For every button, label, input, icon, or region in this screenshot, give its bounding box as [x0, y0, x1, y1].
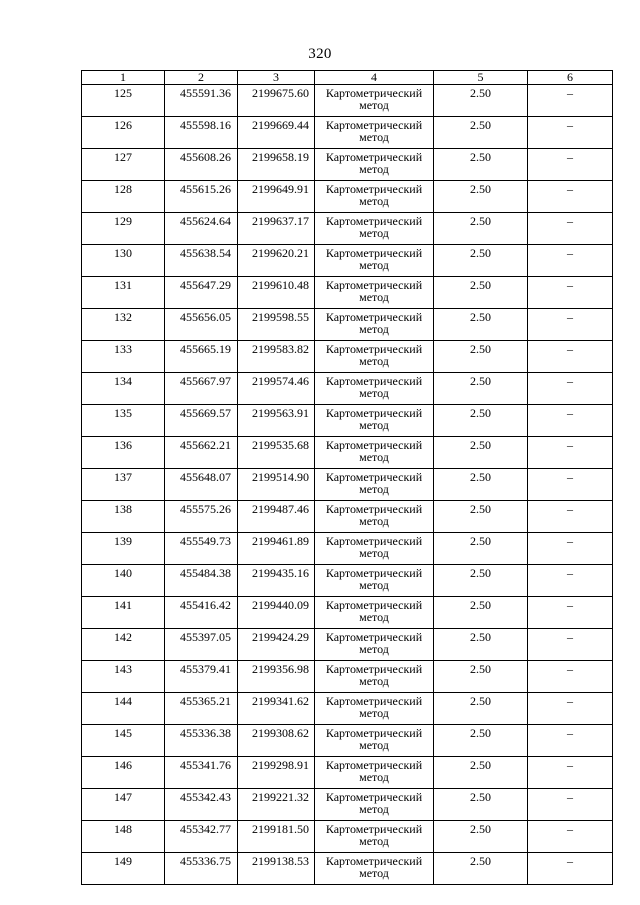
x-coordinate-cell: 455341.76	[165, 757, 238, 789]
y-coordinate-cell: 2199583.82	[238, 341, 315, 373]
method-cell	[315, 533, 434, 565]
x-coordinate-cell: 455336.75	[165, 853, 238, 885]
point-number-cell: 149	[82, 853, 165, 885]
method-line-1: Картометрический	[325, 790, 423, 804]
table-row	[82, 629, 613, 661]
x-coordinate-cell: 455342.77	[165, 821, 238, 853]
header-row	[82, 71, 613, 85]
accuracy-cell: 2.50	[434, 565, 528, 597]
table-row	[82, 405, 613, 437]
description-cell: –	[528, 85, 613, 117]
method-cell	[315, 117, 434, 149]
y-coordinate-cell: 2199138.53	[238, 853, 315, 885]
method-cell	[315, 661, 434, 693]
y-coordinate-cell: 2199461.89	[238, 533, 315, 565]
accuracy-cell: 2.50	[434, 405, 528, 437]
accuracy-cell: 2.50	[434, 149, 528, 181]
table-row	[82, 181, 613, 213]
table-row	[82, 85, 613, 117]
point-number-cell: 148	[82, 821, 165, 853]
x-coordinate-cell: 455397.05	[165, 629, 238, 661]
x-coordinate-cell: 455365.21	[165, 693, 238, 725]
description-cell: –	[528, 373, 613, 405]
accuracy-cell: 2.50	[434, 309, 528, 341]
point-number-cell: 137	[82, 469, 165, 501]
description-cell: –	[528, 117, 613, 149]
point-number-cell: 135	[82, 405, 165, 437]
table-row	[82, 245, 613, 277]
x-coordinate-cell: 455624.64	[165, 213, 238, 245]
description-cell: –	[528, 469, 613, 501]
table-row	[82, 149, 613, 181]
table-row	[82, 437, 613, 469]
x-coordinate-cell: 455665.19	[165, 341, 238, 373]
table-row	[82, 469, 613, 501]
column-header-6: 6	[528, 71, 613, 85]
point-number-cell: 147	[82, 789, 165, 821]
method-cell	[315, 725, 434, 757]
accuracy-cell: 2.50	[434, 629, 528, 661]
x-coordinate-cell: 455615.26	[165, 181, 238, 213]
method-cell	[315, 85, 434, 117]
accuracy-cell: 2.50	[434, 789, 528, 821]
method-line-2: метод	[359, 770, 389, 784]
method-cell	[315, 501, 434, 533]
method-line-2: метод	[359, 642, 389, 656]
table-row	[82, 757, 613, 789]
description-cell: –	[528, 341, 613, 373]
x-coordinate-cell: 455662.21	[165, 437, 238, 469]
point-number-cell: 140	[82, 565, 165, 597]
y-coordinate-cell: 2199598.55	[238, 309, 315, 341]
method-line-1: Картометрический	[325, 278, 423, 292]
y-coordinate-cell: 2199435.16	[238, 565, 315, 597]
method-line-2: метод	[359, 546, 389, 560]
method-line-2: метод	[359, 226, 389, 240]
x-coordinate-cell: 455379.41	[165, 661, 238, 693]
table-row	[82, 725, 613, 757]
method-line-2: метод	[359, 514, 389, 528]
method-cell	[315, 213, 434, 245]
point-number-cell: 134	[82, 373, 165, 405]
description-cell: –	[528, 757, 613, 789]
accuracy-cell: 2.50	[434, 245, 528, 277]
method-line-2: метод	[359, 98, 389, 112]
table-row	[82, 565, 613, 597]
y-coordinate-cell: 2199514.90	[238, 469, 315, 501]
x-coordinate-cell: 455336.38	[165, 725, 238, 757]
column-header-5: 5	[434, 71, 528, 85]
accuracy-cell: 2.50	[434, 853, 528, 885]
y-coordinate-cell: 2199341.62	[238, 693, 315, 725]
method-cell	[315, 789, 434, 821]
description-cell: –	[528, 597, 613, 629]
accuracy-cell: 2.50	[434, 181, 528, 213]
point-number-cell: 138	[82, 501, 165, 533]
x-coordinate-cell: 455667.97	[165, 373, 238, 405]
method-line-1: Картометрический	[325, 342, 423, 356]
point-number-cell: 129	[82, 213, 165, 245]
column-header-1: 1	[82, 71, 165, 85]
point-number-cell: 127	[82, 149, 165, 181]
accuracy-cell: 2.50	[434, 661, 528, 693]
accuracy-cell: 2.50	[434, 373, 528, 405]
method-line-2: метод	[359, 482, 389, 496]
table-row	[82, 597, 613, 629]
table-row	[82, 501, 613, 533]
description-cell: –	[528, 245, 613, 277]
x-coordinate-cell: 455342.43	[165, 789, 238, 821]
point-number-cell: 146	[82, 757, 165, 789]
y-coordinate-cell: 2199610.48	[238, 277, 315, 309]
y-coordinate-cell: 2199658.19	[238, 149, 315, 181]
method-cell	[315, 821, 434, 853]
method-cell	[315, 853, 434, 885]
method-line-1: Картометрический	[325, 214, 423, 228]
point-number-cell: 126	[82, 117, 165, 149]
description-cell: –	[528, 277, 613, 309]
table-body	[82, 85, 613, 885]
method-line-2: метод	[359, 834, 389, 848]
page-number: 320	[308, 46, 332, 62]
x-coordinate-cell: 455608.26	[165, 149, 238, 181]
method-cell	[315, 341, 434, 373]
point-number-cell: 132	[82, 309, 165, 341]
method-cell	[315, 757, 434, 789]
table-row	[82, 693, 613, 725]
accuracy-cell: 2.50	[434, 597, 528, 629]
y-coordinate-cell: 2199308.62	[238, 725, 315, 757]
table-row	[82, 277, 613, 309]
method-line-1: Картометрический	[325, 534, 423, 548]
method-line-2: метод	[359, 738, 389, 752]
table-row	[82, 117, 613, 149]
method-cell	[315, 245, 434, 277]
method-line-2: метод	[359, 706, 389, 720]
method-line-2: метод	[359, 674, 389, 688]
accuracy-cell: 2.50	[434, 501, 528, 533]
y-coordinate-cell: 2199181.50	[238, 821, 315, 853]
method-line-2: метод	[359, 354, 389, 368]
y-coordinate-cell: 2199356.98	[238, 661, 315, 693]
table-row	[82, 341, 613, 373]
method-cell	[315, 181, 434, 213]
method-cell	[315, 309, 434, 341]
method-line-1: Картометрический	[325, 726, 423, 740]
description-cell: –	[528, 181, 613, 213]
y-coordinate-cell: 2199675.60	[238, 85, 315, 117]
y-coordinate-cell: 2199620.21	[238, 245, 315, 277]
point-number-cell: 142	[82, 629, 165, 661]
method-line-2: метод	[359, 578, 389, 592]
method-cell	[315, 565, 434, 597]
coordinates-table	[81, 70, 613, 885]
method-cell	[315, 629, 434, 661]
column-header-4: 4	[315, 71, 434, 85]
method-cell	[315, 693, 434, 725]
method-line-2: метод	[359, 290, 389, 304]
point-number-cell: 139	[82, 533, 165, 565]
table-row	[82, 661, 613, 693]
table-row	[82, 213, 613, 245]
column-header-2: 2	[165, 71, 238, 85]
accuracy-cell: 2.50	[434, 725, 528, 757]
method-line-1: Картометрический	[325, 662, 423, 676]
y-coordinate-cell: 2199535.68	[238, 437, 315, 469]
accuracy-cell: 2.50	[434, 341, 528, 373]
x-coordinate-cell: 455575.26	[165, 501, 238, 533]
accuracy-cell: 2.50	[434, 437, 528, 469]
x-coordinate-cell: 455484.38	[165, 565, 238, 597]
point-number-cell: 125	[82, 85, 165, 117]
accuracy-cell: 2.50	[434, 821, 528, 853]
description-cell: –	[528, 309, 613, 341]
table-row	[82, 373, 613, 405]
method-line-1: Картометрический	[325, 822, 423, 836]
description-cell: –	[528, 693, 613, 725]
method-line-2: метод	[359, 258, 389, 272]
x-coordinate-cell: 455656.05	[165, 309, 238, 341]
accuracy-cell: 2.50	[434, 117, 528, 149]
x-coordinate-cell: 455416.42	[165, 597, 238, 629]
method-line-1: Картометрический	[325, 854, 423, 868]
method-line-1: Картометрический	[325, 758, 423, 772]
method-line-2: метод	[359, 450, 389, 464]
method-cell	[315, 437, 434, 469]
method-line-1: Картометрический	[325, 246, 423, 260]
x-coordinate-cell: 455591.36	[165, 85, 238, 117]
x-coordinate-cell: 455549.73	[165, 533, 238, 565]
description-cell: –	[528, 661, 613, 693]
column-header-3: 3	[238, 71, 315, 85]
table-header	[82, 71, 613, 85]
point-number-cell: 143	[82, 661, 165, 693]
method-line-1: Картометрический	[325, 694, 423, 708]
description-cell: –	[528, 853, 613, 885]
method-line-1: Картометрический	[325, 406, 423, 420]
y-coordinate-cell: 2199487.46	[238, 501, 315, 533]
accuracy-cell: 2.50	[434, 469, 528, 501]
y-coordinate-cell: 2199440.09	[238, 597, 315, 629]
point-number-cell: 133	[82, 341, 165, 373]
description-cell: –	[528, 437, 613, 469]
table-row	[82, 789, 613, 821]
method-line-1: Картометрический	[325, 566, 423, 580]
accuracy-cell: 2.50	[434, 757, 528, 789]
description-cell: –	[528, 725, 613, 757]
description-cell: –	[528, 565, 613, 597]
accuracy-cell: 2.50	[434, 213, 528, 245]
description-cell: –	[528, 533, 613, 565]
accuracy-cell: 2.50	[434, 693, 528, 725]
method-cell	[315, 405, 434, 437]
method-line-2: метод	[359, 386, 389, 400]
y-coordinate-cell: 2199424.29	[238, 629, 315, 661]
description-cell: –	[528, 213, 613, 245]
method-cell	[315, 277, 434, 309]
method-line-2: метод	[359, 866, 389, 880]
table-row	[82, 309, 613, 341]
table-row	[82, 533, 613, 565]
table-row	[82, 853, 613, 885]
point-number-cell: 144	[82, 693, 165, 725]
y-coordinate-cell: 2199563.91	[238, 405, 315, 437]
y-coordinate-cell: 2199298.91	[238, 757, 315, 789]
point-number-cell: 128	[82, 181, 165, 213]
description-cell: –	[528, 405, 613, 437]
point-number-cell: 136	[82, 437, 165, 469]
method-line-1: Картометрический	[325, 598, 423, 612]
method-line-2: метод	[359, 194, 389, 208]
description-cell: –	[528, 629, 613, 661]
y-coordinate-cell: 2199221.32	[238, 789, 315, 821]
method-line-2: метод	[359, 162, 389, 176]
accuracy-cell: 2.50	[434, 85, 528, 117]
method-line-1: Картометрический	[325, 182, 423, 196]
table-row	[82, 821, 613, 853]
method-line-1: Картометрический	[325, 630, 423, 644]
point-number-cell: 130	[82, 245, 165, 277]
point-number-cell: 141	[82, 597, 165, 629]
x-coordinate-cell: 455648.07	[165, 469, 238, 501]
method-cell	[315, 597, 434, 629]
description-cell: –	[528, 789, 613, 821]
x-coordinate-cell: 455647.29	[165, 277, 238, 309]
method-line-1: Картометрический	[325, 150, 423, 164]
x-coordinate-cell: 455638.54	[165, 245, 238, 277]
method-line-2: метод	[359, 130, 389, 144]
method-line-2: метод	[359, 610, 389, 624]
method-line-1: Картометрический	[325, 438, 423, 452]
description-cell: –	[528, 149, 613, 181]
method-line-2: метод	[359, 802, 389, 816]
point-number-cell: 145	[82, 725, 165, 757]
method-line-1: Картометрический	[325, 502, 423, 516]
method-line-1: Картометрический	[325, 86, 423, 100]
method-line-2: метод	[359, 322, 389, 336]
accuracy-cell: 2.50	[434, 533, 528, 565]
point-number-cell: 131	[82, 277, 165, 309]
x-coordinate-cell: 455669.57	[165, 405, 238, 437]
method-cell	[315, 373, 434, 405]
method-line-1: Картометрический	[325, 470, 423, 484]
description-cell: –	[528, 821, 613, 853]
y-coordinate-cell: 2199637.17	[238, 213, 315, 245]
description-cell: –	[528, 501, 613, 533]
x-coordinate-cell: 455598.16	[165, 117, 238, 149]
method-line-1: Картометрический	[325, 310, 423, 324]
method-line-1: Картометрический	[325, 374, 423, 388]
y-coordinate-cell: 2199574.46	[238, 373, 315, 405]
method-line-1: Картометрический	[325, 118, 423, 132]
y-coordinate-cell: 2199669.44	[238, 117, 315, 149]
method-cell	[315, 149, 434, 181]
method-cell	[315, 469, 434, 501]
method-line-2: метод	[359, 418, 389, 432]
accuracy-cell: 2.50	[434, 277, 528, 309]
y-coordinate-cell: 2199649.91	[238, 181, 315, 213]
